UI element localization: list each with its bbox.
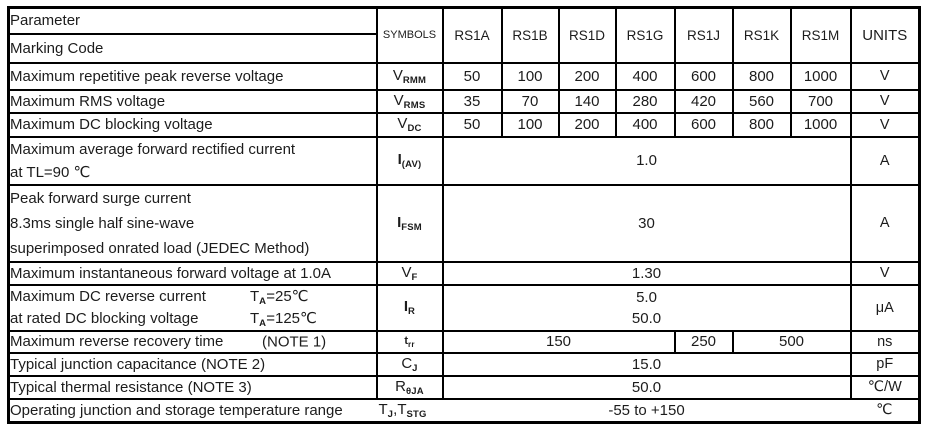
unit-cell: V bbox=[851, 113, 920, 137]
value-cell: 700 bbox=[791, 90, 851, 113]
unit-cell: ℃/W bbox=[851, 376, 920, 399]
symbol-cell: $V_{RMM}$ bbox=[377, 63, 443, 90]
table-row bbox=[9, 137, 920, 185]
value-cell: 400 bbox=[616, 113, 675, 137]
value-cell: -55 to +150 bbox=[443, 399, 851, 423]
value-cell: 600 bbox=[675, 63, 733, 90]
marking-code-header: Marking Code bbox=[9, 34, 377, 63]
value-cell: 50 bbox=[443, 113, 502, 137]
unit-cell: ns bbox=[851, 331, 920, 353]
test-condition: $T_A=125℃$ bbox=[250, 309, 317, 329]
col-header-rs1k: RS1K bbox=[733, 8, 791, 63]
param-cell: Maximum DC reverse current $T_A=25℃$ at rated DC blocking voltage $T_A=125℃$ bbox=[9, 285, 377, 331]
param-cell: Peak forward surge current 8.3ms single half sine-wave superimposed onrated load (JEDEC Method) bbox=[9, 185, 377, 262]
value-cell: 400 bbox=[616, 63, 675, 90]
symbol-cell: $I_{(AV)}$ bbox=[377, 137, 443, 185]
value-cell: 150 bbox=[443, 331, 675, 353]
value-cell: 1000 bbox=[791, 113, 851, 137]
param-cell: Operating junction and storage temperature range bbox=[9, 399, 377, 423]
param-cell: Maximum repetitive peak reverse voltage bbox=[9, 63, 377, 90]
value-cell: 100 bbox=[502, 113, 559, 137]
symbol-cell: $T_J,T_{STG}$ bbox=[377, 399, 443, 423]
table-row bbox=[9, 185, 920, 262]
symbol-cell: $V_F$ bbox=[377, 262, 443, 285]
symbol-cell: $R_{\theta JA}$ bbox=[377, 376, 443, 399]
param-cell: Maximum DC blocking voltage bbox=[9, 113, 377, 137]
value-cell: 200 bbox=[559, 63, 616, 90]
value-cell: 5.0 50.0 bbox=[443, 285, 851, 331]
table-row bbox=[9, 262, 920, 285]
ratings-table bbox=[7, 6, 921, 424]
symbol-cell: $I_{FSM}$ bbox=[377, 185, 443, 262]
unit-cell: μA bbox=[851, 285, 920, 331]
table-row bbox=[9, 90, 920, 113]
param-cell: Maximum average forward rectified current at TL=90 ℃ bbox=[9, 137, 377, 185]
param-cell: Typical thermal resistance (NOTE 3) bbox=[9, 376, 377, 399]
unit-cell: V bbox=[851, 63, 920, 90]
unit-cell: A bbox=[851, 137, 920, 185]
value-cell: 800 bbox=[733, 63, 791, 90]
value-cell: 500 bbox=[733, 331, 851, 353]
value-cell: 15.0 bbox=[443, 353, 851, 376]
table-row bbox=[9, 376, 920, 399]
value-cell: 50 bbox=[443, 63, 502, 90]
value-cell: 800 bbox=[733, 113, 791, 137]
symbol-cell: $I_R$ bbox=[377, 285, 443, 331]
symbols-header: SYMBOLS bbox=[377, 8, 443, 63]
col-header-rs1m: RS1M bbox=[791, 8, 851, 63]
value-cell: 1.0 bbox=[443, 137, 851, 185]
table-row bbox=[9, 399, 920, 423]
col-header-rs1j: RS1J bbox=[675, 8, 733, 63]
value-cell: 280 bbox=[616, 90, 675, 113]
col-header-rs1a: RS1A bbox=[443, 8, 502, 63]
value-cell: 250 bbox=[675, 331, 733, 353]
col-header-rs1g: RS1G bbox=[616, 8, 675, 63]
value-cell: 50.0 bbox=[443, 376, 851, 399]
symbol-cell: $V_{DC}$ bbox=[377, 113, 443, 137]
symbol-cell: $C_J$ bbox=[377, 353, 443, 376]
table-row bbox=[9, 353, 920, 376]
param-cell: Maximum instantaneous forward voltage at 1.0A bbox=[9, 262, 377, 285]
value-cell: 600 bbox=[675, 113, 733, 137]
table-row bbox=[9, 113, 920, 137]
col-header-rs1b: RS1B bbox=[502, 8, 559, 63]
value-cell: 35 bbox=[443, 90, 502, 113]
test-condition: $T_A=25℃$ bbox=[250, 287, 309, 307]
note-ref: (NOTE 1) bbox=[262, 333, 327, 350]
unit-cell: V bbox=[851, 262, 920, 285]
header-row-parameter bbox=[9, 8, 920, 34]
value-cell: 100 bbox=[502, 63, 559, 90]
value-cell: 70 bbox=[502, 90, 559, 113]
param-cell: Maximum RMS voltage bbox=[9, 90, 377, 113]
value-cell: 30 bbox=[443, 185, 851, 262]
param-cell: Maximum reverse recovery time (NOTE 1) bbox=[9, 331, 377, 353]
unit-cell: pF bbox=[851, 353, 920, 376]
param-cell: Typical junction capacitance (NOTE 2) bbox=[9, 353, 377, 376]
table-row bbox=[9, 331, 920, 353]
value-cell: 140 bbox=[559, 90, 616, 113]
symbol-cell: $t_{rr}$ bbox=[377, 331, 443, 353]
value-cell: 1.30 bbox=[443, 262, 851, 285]
unit-cell: ℃ bbox=[851, 399, 920, 423]
unit-cell: V bbox=[851, 90, 920, 113]
value-cell: 560 bbox=[733, 90, 791, 113]
table-row bbox=[9, 63, 920, 90]
table-row bbox=[9, 285, 920, 331]
value-cell: 420 bbox=[675, 90, 733, 113]
value-cell: 200 bbox=[559, 113, 616, 137]
units-header: UNITS bbox=[851, 8, 920, 63]
value-cell: 1000 bbox=[791, 63, 851, 90]
unit-cell: A bbox=[851, 185, 920, 262]
parameter-header: Parameter bbox=[9, 8, 377, 34]
symbol-cell: $V_{RMS}$ bbox=[377, 90, 443, 113]
col-header-rs1d: RS1D bbox=[559, 8, 616, 63]
